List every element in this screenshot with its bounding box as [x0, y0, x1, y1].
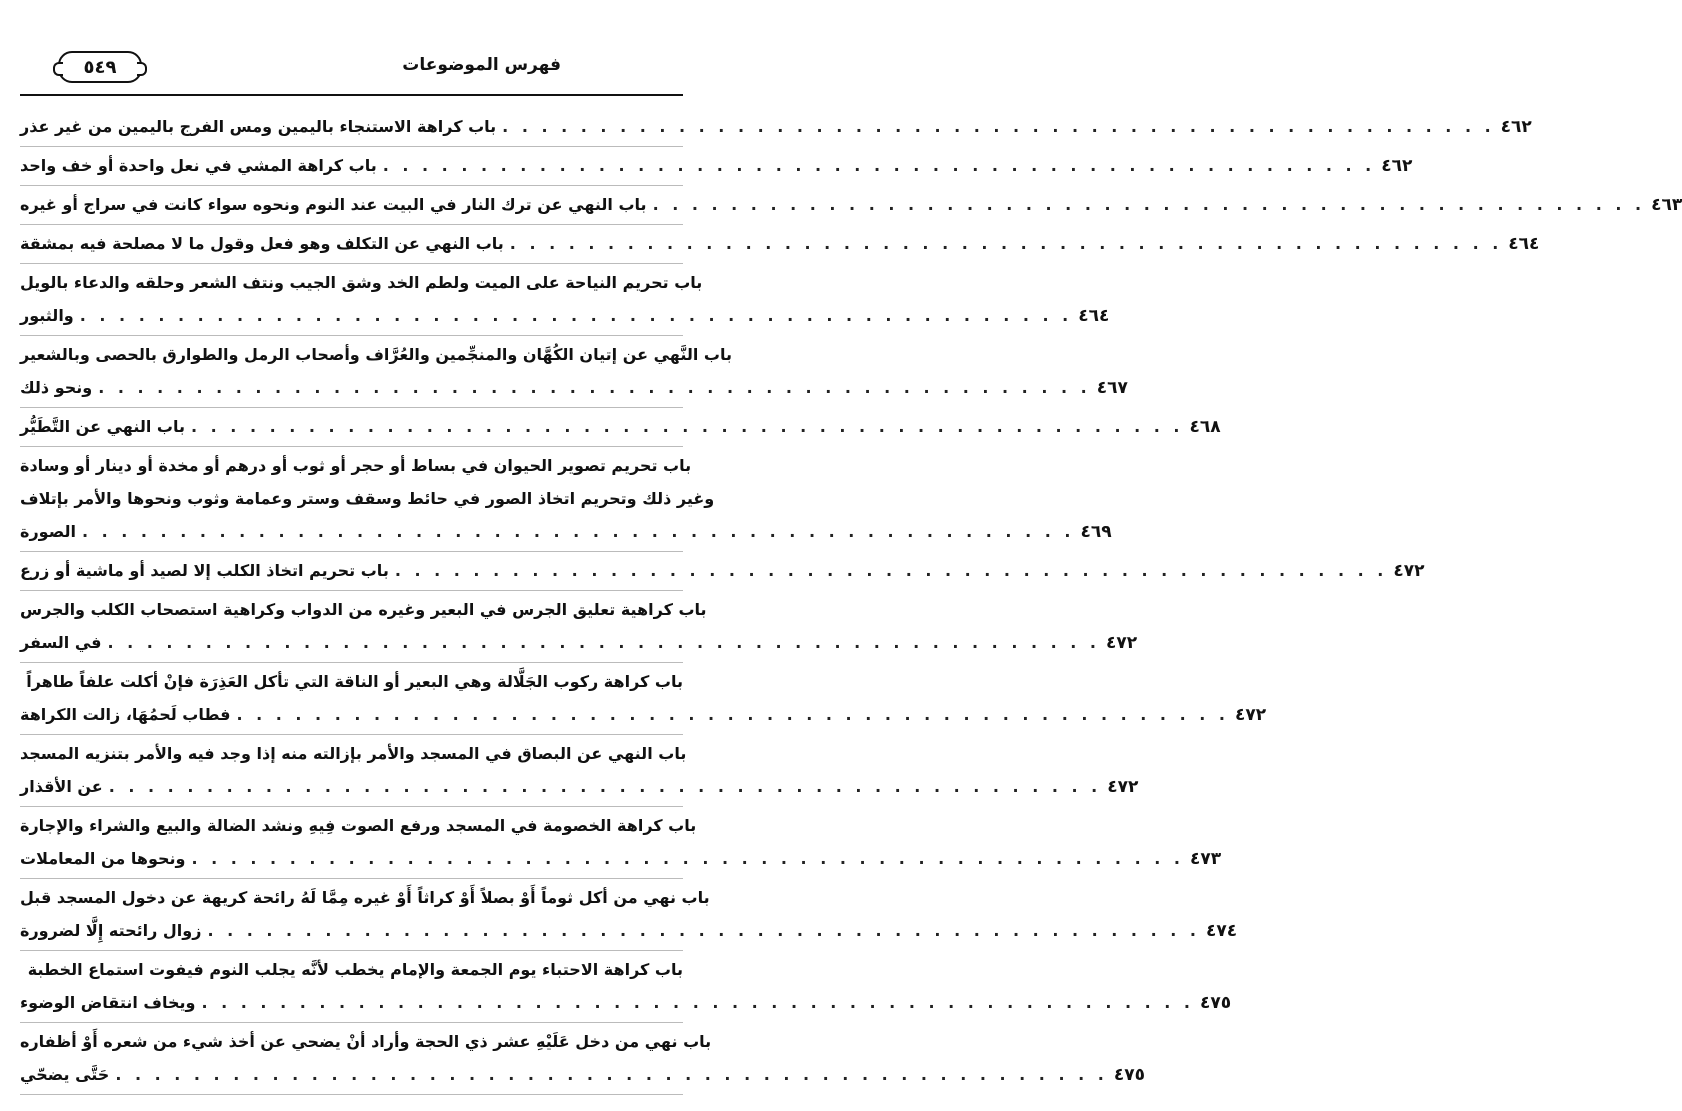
- entry-text: باب كراهة المشي في نعل واحدة أو خف واحد: [20, 156, 377, 175]
- entry-page-number: ٤٧٢: [1234, 705, 1267, 725]
- entry-line: [20, 449, 692, 482]
- index-entry: [20, 591, 1138, 663]
- dot-leader: . . . . . . . . . . . . . . . . . . . . . . . . . . . . . . . . . . . . . . . . . . . . . . . . . . .: [509, 234, 1503, 253]
- index-entry: [20, 264, 1110, 336]
- entry-text: في السفر: [20, 633, 102, 652]
- entry-page-number: ٤٦٤: [1508, 234, 1540, 254]
- dot-leader: . . . . . . . . . . . . . . . . . . . . . . . . . . . . . . . . . . . . . . . . . . . . . . . . . . .: [652, 195, 1646, 214]
- dot-leader: . . . . . . . . . . . . . . . . . . . . . . . . . . . . . . . . . . . . . . . . . . . . . . . . . . .: [191, 849, 1184, 868]
- entry-page-number: ٤٧٢: [1105, 633, 1138, 653]
- entry-page-number: ٤٦٣: [1651, 195, 1682, 215]
- entry-text: باب النَّهي عن إتيان الكُهَّان والمنجِّمين والعُرَّاف وأصحاب الرمل والطوارق بالحصى وبالشعير: [20, 345, 733, 364]
- entry-last-line: [20, 188, 1682, 221]
- index-entry: [20, 108, 1532, 147]
- entry-last-line: [20, 371, 1128, 404]
- dot-leader: . . . . . . . . . . . . . . . . . . . . . . . . . . . . . . . . . . . . . . . . . . . . . . . . . . .: [201, 993, 1194, 1012]
- entry-text: باب كراهة ركوب الجَلَّالة وهي البعير أو الناقة التي تأكل العَذِرَة فإنْ أكلت علفاً طاهراً: [26, 672, 683, 691]
- entry-last-line: [20, 914, 1238, 947]
- entry-text: زوال رائحته إِلَّا لضرورة: [20, 921, 202, 940]
- index-entry: [20, 336, 1128, 408]
- index-entry: [20, 735, 1139, 807]
- dot-leader: . . . . . . . . . . . . . . . . . . . . . . . . . . . . . . . . . . . . . . . . . . . . . . . . . . .: [115, 1065, 1108, 1084]
- entry-last-line: [20, 110, 1532, 143]
- index-entry: [20, 807, 1222, 879]
- dot-leader: . . . . . . . . . . . . . . . . . . . . . . . . . . . . . . . . . . . . . . . . . . . . . . . . . . .: [382, 156, 1376, 175]
- entry-text: حَتَّى يضحّي: [20, 1065, 110, 1084]
- entry-page-number: ٤٧٢: [1393, 561, 1425, 581]
- entry-text: ويخاف انتقاض الوضوء: [20, 993, 196, 1012]
- entry-last-line: [20, 515, 1112, 548]
- entry-page-number: ٤٧٥: [1199, 993, 1232, 1013]
- entry-last-line: [20, 299, 1110, 332]
- entry-text: الصورة: [20, 522, 76, 541]
- entry-line: [20, 266, 703, 299]
- entry-text: باب النهي عن ترك النار في البيت عند النوم ونحوه سواء كانت في سراج أو غيره: [20, 195, 647, 214]
- dot-leader: . . . . . . . . . . . . . . . . . . . . . . . . . . . . . . . . . . . . . . . . . . . . . . . . . . .: [107, 633, 1100, 652]
- entry-last-line: [20, 986, 1232, 1019]
- entry-text: باب تحريم اتخاذ الكلب إلا لصيد أو ماشية أو زرع: [20, 561, 389, 580]
- entry-text: باب النهي عن التكلف وهو فعل وقول ما لا مصلحة فيه بمشقة: [20, 234, 504, 253]
- entry-page-number: ٤٦٤: [1078, 306, 1110, 326]
- entry-line: [20, 1025, 712, 1058]
- entry-line: [20, 881, 710, 914]
- entry-text: ونحو ذلك: [20, 378, 93, 397]
- entry-line: [20, 482, 715, 515]
- index-entry: [20, 147, 1413, 186]
- entry-text: باب النهي عن البصاق في المسجد والأمر بإزالته منه إذا وجد فيه والأمر بتنزيه المسجد: [20, 744, 687, 763]
- entry-page-number: ٤٧٢: [1107, 777, 1139, 797]
- page-number-badge: ٥٤٩: [58, 51, 142, 83]
- entry-text: باب تحريم النياحة على الميت ولطم الخد وشق الجيب ونتف الشعر وحلقه والدعاء بالويل: [20, 273, 703, 292]
- index-entry: [20, 408, 1221, 447]
- entry-last-line: [20, 554, 1425, 587]
- entry-text: باب كراهة الخصومة في المسجد ورفع الصوت فِيهِ ونشد الضالة والبيع والشراء والإجارة: [20, 816, 697, 835]
- header-divider: [20, 94, 683, 96]
- entry-text: باب النهي عن التَّطَيُّر: [20, 417, 185, 436]
- entry-text: باب كراهية تعليق الجرس في البعير وغيره من الدواب وكراهية استصحاب الكلب والجرس: [20, 600, 707, 619]
- index-entry: [20, 552, 1425, 591]
- page-title: فهرس الموضوعات: [402, 55, 561, 75]
- entry-line: [20, 953, 683, 986]
- entry-text: والثبور: [20, 306, 74, 325]
- page-header: [20, 45, 683, 93]
- entry-page-number: ٤٦٧: [1096, 378, 1128, 398]
- entry-page-number: ٤٧٤: [1205, 921, 1238, 941]
- entry-text: باب كراهة الاستنجاء باليمين ومس الفرج باليمين من غير عذر: [20, 117, 497, 136]
- entry-page-number: ٤٦٨: [1189, 417, 1221, 437]
- entry-text: باب تحريم تصوير الحيوان في بساط أو حجر أو ثوب أو درهم أو مخدة أو دينار أو وسادة: [20, 456, 692, 475]
- dot-leader: . . . . . . . . . . . . . . . . . . . . . . . . . . . . . . . . . . . . . . . . . . . . . . . . . . .: [108, 777, 1102, 796]
- entry-last-line: [20, 1058, 1145, 1091]
- entry-line: [20, 593, 707, 626]
- entry-text: باب كراهة الاحتباء يوم الجمعة والإمام يخطب لأنَّه يجلب النوم فيفوت استماع الخطبة: [27, 960, 683, 979]
- entry-text: فطاب لَحمُهَا، زالت الكراهة: [20, 705, 231, 724]
- entry-line: [20, 338, 733, 371]
- entry-last-line: [20, 626, 1138, 659]
- entry-text: عن الأقذار: [20, 777, 103, 796]
- dot-leader: . . . . . . . . . . . . . . . . . . . . . . . . . . . . . . . . . . . . . . . . . . . . . . . . . . .: [502, 117, 1495, 136]
- entry-last-line: [20, 842, 1222, 875]
- entry-page-number: ٤٧٣: [1189, 849, 1222, 869]
- dot-leader: . . . . . . . . . . . . . . . . . . . . . . . . . . . . . . . . . . . . . . . . . . . . . . . . . . .: [98, 378, 1091, 397]
- index-entry: [20, 225, 1540, 264]
- entry-last-line: [20, 149, 1413, 182]
- entry-page-number: ٤٦٩: [1080, 522, 1112, 542]
- index-entry: [20, 879, 1238, 951]
- entry-last-line: [20, 227, 1540, 260]
- entry-page-number: ٤٦٢: [1381, 156, 1413, 176]
- dot-leader: . . . . . . . . . . . . . . . . . . . . . . . . . . . . . . . . . . . . . . . . . . . . . . . . . . .: [394, 561, 1388, 580]
- dot-leader: . . . . . . . . . . . . . . . . . . . . . . . . . . . . . . . . . . . . . . . . . . . . . . . . . . .: [81, 522, 1075, 541]
- entry-line: [20, 737, 687, 770]
- entry-line: [20, 809, 697, 842]
- index-entry: [20, 447, 1112, 552]
- index-entry: [20, 663, 1267, 735]
- index-entry: [20, 1023, 1145, 1095]
- entry-text: وغير ذلك وتحريم اتخاذ الصور في حائط وسقف وستر وعمامة وثوب ونحوها والأمر بإتلاف: [20, 489, 715, 508]
- entry-last-line: [20, 698, 1267, 731]
- entry-text: باب نهي من أكل ثوماً أَوْ بصلاً أَوْ كراثاً أَوْ غيره مِمَّا لَهُ رائحة كريهة عن دخول المسجد قبل: [20, 888, 710, 907]
- entry-page-number: ٤٦٢: [1500, 117, 1532, 137]
- entry-text: باب نهي من دخل عَلَيْهِ عشر ذي الحجة وأراد أنْ يضحي عن أخذ شيء من شعره أَوْ أظفاره: [20, 1032, 712, 1051]
- dot-leader: . . . . . . . . . . . . . . . . . . . . . . . . . . . . . . . . . . . . . . . . . . . . . . . . . . .: [191, 417, 1184, 436]
- entry-line: [20, 665, 683, 698]
- dot-leader: . . . . . . . . . . . . . . . . . . . . . . . . . . . . . . . . . . . . . . . . . . . . . . . . . . .: [236, 705, 1229, 724]
- entry-page-number: ٤٧٥: [1113, 1065, 1145, 1085]
- dot-leader: . . . . . . . . . . . . . . . . . . . . . . . . . . . . . . . . . . . . . . . . . . . . . . . . . . .: [207, 921, 1200, 940]
- index-entry: [20, 186, 1682, 225]
- dot-leader: . . . . . . . . . . . . . . . . . . . . . . . . . . . . . . . . . . . . . . . . . . . . . . . . . . .: [79, 306, 1073, 325]
- entry-last-line: [20, 410, 1221, 443]
- index-entry: [20, 951, 1232, 1023]
- entry-last-line: [20, 770, 1139, 803]
- entry-text: ونحوها من المعاملات: [20, 849, 186, 868]
- index-entries: [20, 108, 1682, 1095]
